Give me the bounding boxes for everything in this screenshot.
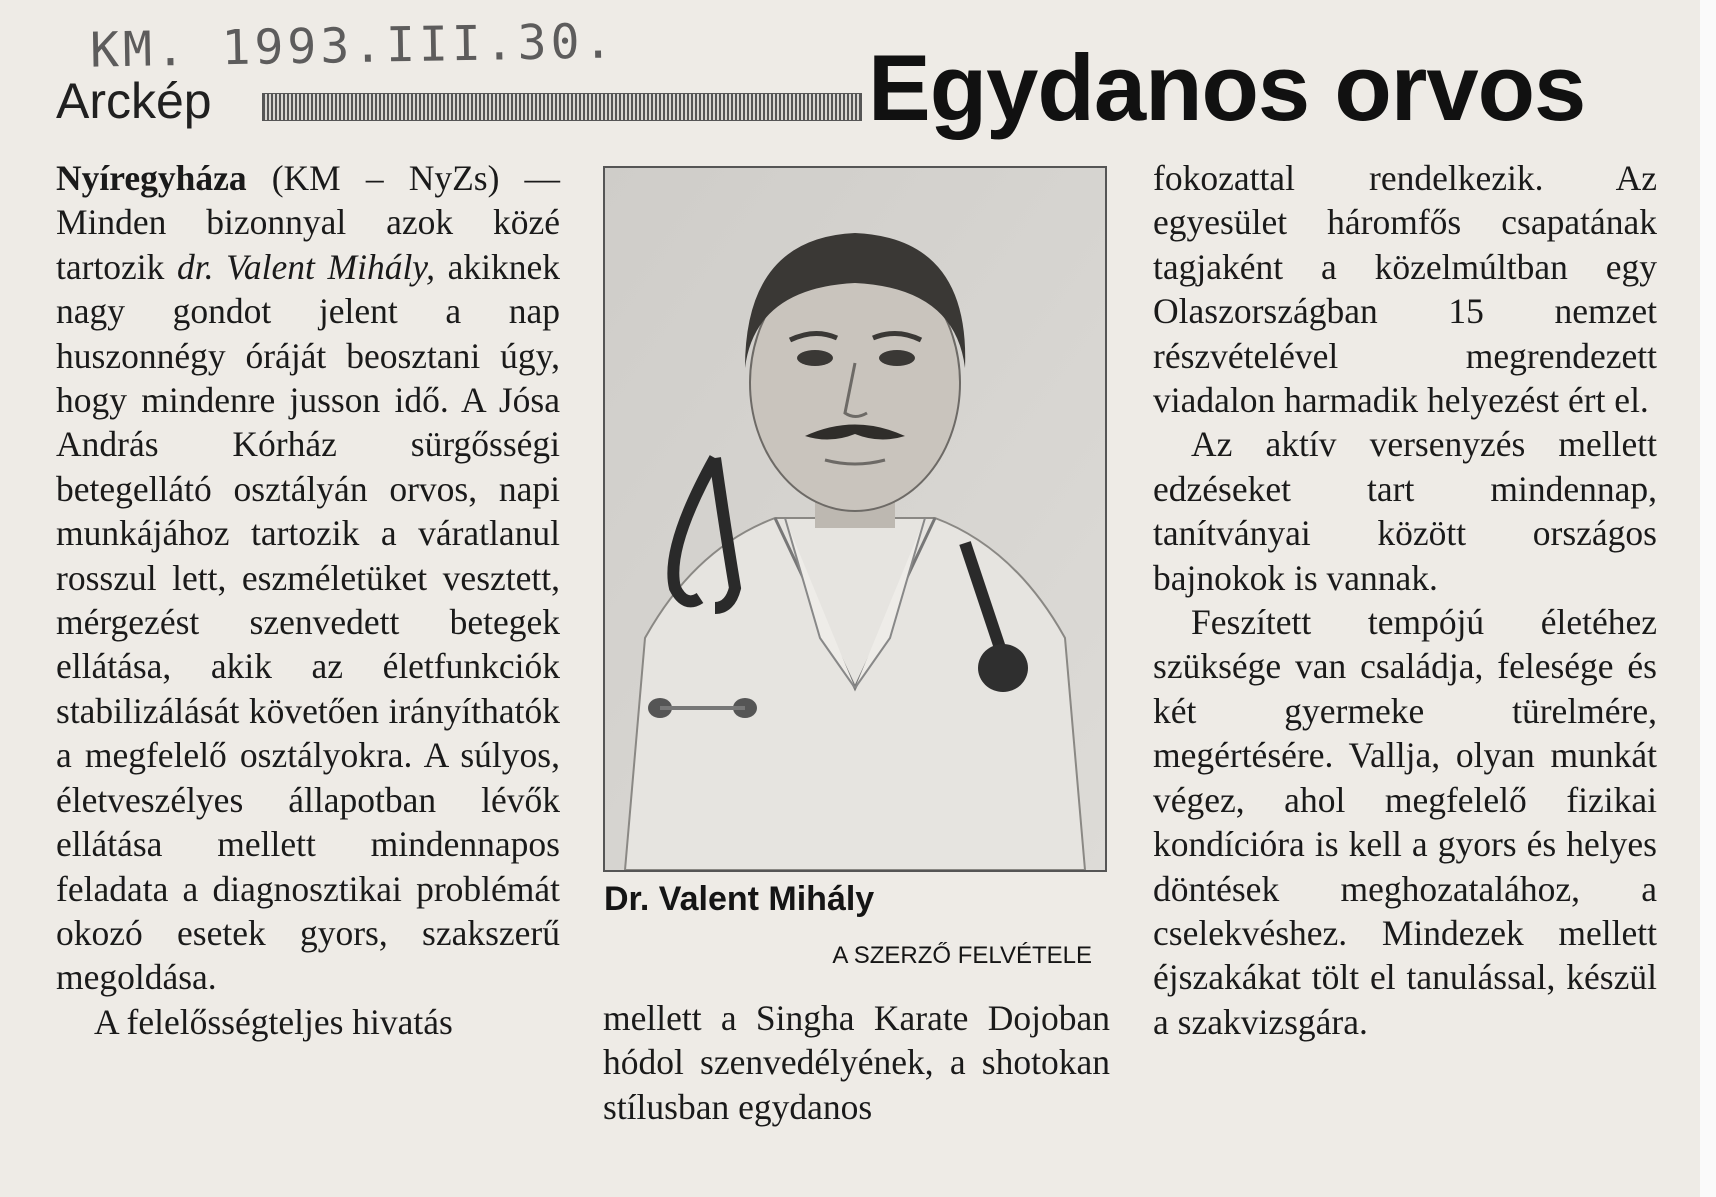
- subject-name: dr. Valent Mihály,: [177, 246, 435, 287]
- dateline-source: (KM – NyZs) — Minden bizonnyal azok közé tartozik: [56, 158, 560, 287]
- photo-caption-name: Dr. Valent Mihály: [604, 880, 875, 918]
- handwritten-date-note: KM. 1993.III.30.: [89, 13, 617, 79]
- column-3-paragraph-3: Feszített tempójú életéhez szüksége van családja, felesége és két gyermeke türelmére, megértésére. Vallja, olyan munkát végez, ahol megfelelő fizikai kondícióra is kell a gyors és helyes döntések meghozatalához, a cselekvéshez. Mindezek mellett éjszakákat tölt el tanulással, készül a szakvizsgára.: [1153, 602, 1657, 1042]
- article-column-1: [56, 156, 560, 1044]
- scan-margin: [1700, 0, 1716, 1197]
- column-3-paragraph-2: Az aktív versenyzés mellett edzéseket tart mindennap, tanítványai között országos bajnokok is vannak.: [1153, 424, 1657, 598]
- section-label: Arckép: [56, 73, 212, 129]
- photo-credit: A SZERZŐ FELVÉTELE: [832, 942, 1092, 969]
- portrait-photo: [603, 166, 1107, 872]
- paragraph-2-start: A felelősségteljes hivatás: [94, 1001, 453, 1042]
- halftone-rule-divider: [262, 93, 862, 121]
- column-2-text: mellett a Singha Karate Dojoban hódol szenvedélyének, a shotokan stílusban egydanos: [603, 998, 1110, 1127]
- lead-paragraph-rest: akiknek nagy gondot jelent a nap huszonnégy óráját beosztani úgy, hogy mindenre jusson idő. A Jósa András Kórház sürgősségi betegellátó osztályán orvos, napi munkájához tartozik a váratlanul rosszul lett, eszméletüket vesztett, mérgezést szenvedett betegek ellátása, akik az életfunkciók stabilizálását követően irányíthatók a megfelelő osztályokra. A súlyos, életveszélyes állapotban lévők ellátása mellett mindennapos feladata a diagnosztikai problémát okozó esetek gyors, szakszerű megoldása.: [56, 246, 560, 998]
- column-3-paragraph-1: fokozattal rendelkezik. Az egyesület háromfős csapatának tagjaként a közelmúltban egy Olaszországban 15 nemzet részvételével megrendezett viadalon harmadik helyezést ért el.: [1153, 158, 1657, 421]
- article-column-2: [603, 996, 1110, 1129]
- lead-paragraph: [56, 156, 560, 1000]
- article-headline: Egydanos orvos: [868, 35, 1586, 140]
- dateline-place: Nyíregyháza: [56, 158, 247, 198]
- article-column-3: [1153, 156, 1657, 1044]
